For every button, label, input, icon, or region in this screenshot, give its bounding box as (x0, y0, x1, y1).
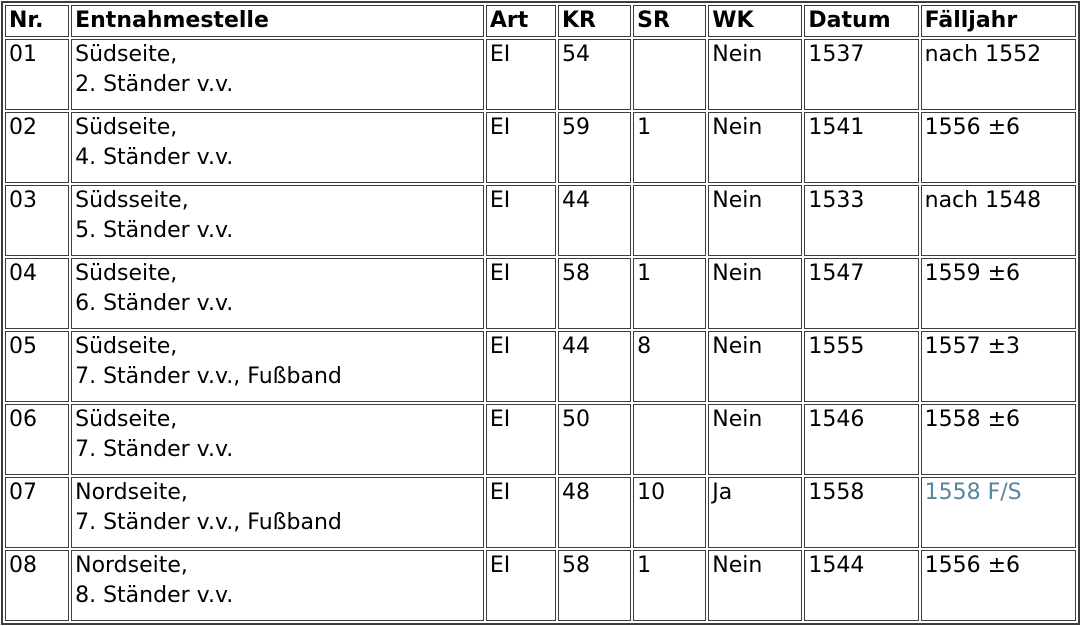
location-line-2: 7. Ständer v.v. (75, 437, 234, 462)
cell-sr: 1 (633, 258, 706, 329)
table-row (5, 477, 1076, 548)
column-header-faelljahr: Fälljahr (921, 5, 1076, 37)
table-header (5, 5, 1076, 37)
cell-wk: Nein (708, 258, 802, 329)
location-line-2: 7. Ständer v.v., Fußband (75, 510, 342, 535)
cell-entnahmestelle (71, 331, 484, 402)
location-line-1: Südseite, (75, 407, 178, 432)
cell-datum: 1546 (804, 404, 918, 475)
cell-entnahmestelle (71, 404, 484, 475)
cell-faelljahr: 1558 ±6 (921, 404, 1076, 475)
location-line-1: Südseite, (75, 42, 178, 67)
table-row (5, 185, 1076, 256)
cell-art: EI (486, 550, 556, 621)
cell-faelljahr: nach 1548 (921, 185, 1076, 256)
column-header-sr: SR (633, 5, 706, 37)
cell-kr: 44 (558, 331, 631, 402)
cell-datum: 1541 (804, 112, 918, 183)
cell-datum: 1555 (804, 331, 918, 402)
cell-datum: 1537 (804, 39, 918, 110)
table-row (5, 331, 1076, 402)
location-line-2: 8. Ständer v.v. (75, 583, 234, 608)
column-header-entnahmestelle: Entnahmestelle (71, 5, 484, 37)
cell-wk: Nein (708, 404, 802, 475)
cell-entnahmestelle (71, 112, 484, 183)
cell-datum: 1547 (804, 258, 918, 329)
table-row (5, 404, 1076, 475)
cell-nr: 06 (5, 404, 69, 475)
table-row (5, 39, 1076, 110)
cell-faelljahr: nach 1552 (921, 39, 1076, 110)
cell-art: EI (486, 39, 556, 110)
header-row (5, 5, 1076, 37)
location-line-1: Nordseite, (75, 553, 188, 578)
cell-nr: 01 (5, 39, 69, 110)
location-line-1: Südsseite, (75, 188, 189, 213)
location-line-1: Südseite, (75, 261, 178, 286)
cell-nr: 07 (5, 477, 69, 548)
cell-datum: 1533 (804, 185, 918, 256)
column-header-art: Art (486, 5, 556, 37)
cell-nr: 02 (5, 112, 69, 183)
table-row (5, 550, 1076, 621)
location-line-1: Nordseite, (75, 480, 188, 505)
location-line-2: 2. Ständer v.v. (75, 72, 234, 97)
cell-sr: 1 (633, 550, 706, 621)
cell-sr (633, 404, 706, 475)
cell-kr: 54 (558, 39, 631, 110)
location-line-1: Südseite, (75, 334, 178, 359)
cell-nr: 08 (5, 550, 69, 621)
location-line-2: 6. Ständer v.v. (75, 291, 234, 316)
cell-art: EI (486, 112, 556, 183)
cell-entnahmestelle (71, 39, 484, 110)
cell-sr (633, 185, 706, 256)
cell-datum: 1544 (804, 550, 918, 621)
cell-datum: 1558 (804, 477, 918, 548)
cell-faelljahr: 1557 ±3 (921, 331, 1076, 402)
cell-kr: 58 (558, 258, 631, 329)
column-header-wk: WK (708, 5, 802, 37)
cell-entnahmestelle (71, 550, 484, 621)
cell-nr: 04 (5, 258, 69, 329)
cell-kr: 59 (558, 112, 631, 183)
location-line-2: 4. Ständer v.v. (75, 145, 234, 170)
cell-entnahmestelle (71, 477, 484, 548)
cell-wk: Nein (708, 112, 802, 183)
cell-wk: Nein (708, 185, 802, 256)
cell-nr: 03 (5, 185, 69, 256)
cell-wk: Nein (708, 331, 802, 402)
cell-faelljahr: 1559 ±6 (921, 258, 1076, 329)
table-row (5, 258, 1076, 329)
column-header-kr: KR (558, 5, 631, 37)
cell-art: EI (486, 258, 556, 329)
table-row (5, 112, 1076, 183)
cell-wk: Nein (708, 550, 802, 621)
cell-faelljahr: 1556 ±6 (921, 112, 1076, 183)
cell-faelljahr-highlighted: 1558 F/S (921, 477, 1076, 548)
column-header-nr: Nr. (5, 5, 69, 37)
cell-faelljahr: 1556 ±6 (921, 550, 1076, 621)
cell-sr: 10 (633, 477, 706, 548)
cell-sr: 8 (633, 331, 706, 402)
cell-art: EI (486, 331, 556, 402)
cell-kr: 58 (558, 550, 631, 621)
cell-entnahmestelle (71, 185, 484, 256)
table-body (5, 39, 1076, 621)
cell-art: EI (486, 404, 556, 475)
location-line-1: Südseite, (75, 115, 178, 140)
cell-sr: 1 (633, 112, 706, 183)
cell-sr (633, 39, 706, 110)
location-line-2: 5. Ständer v.v. (75, 218, 234, 243)
column-header-datum: Datum (804, 5, 918, 37)
cell-kr: 48 (558, 477, 631, 548)
cell-nr: 05 (5, 331, 69, 402)
location-line-2: 7. Ständer v.v., Fußband (75, 364, 342, 389)
cell-wk: Nein (708, 39, 802, 110)
dendro-sample-table (1, 1, 1080, 625)
cell-kr: 44 (558, 185, 631, 256)
cell-entnahmestelle (71, 258, 484, 329)
cell-art: EI (486, 185, 556, 256)
cell-kr: 50 (558, 404, 631, 475)
cell-wk: Ja (708, 477, 802, 548)
cell-art: EI (486, 477, 556, 548)
